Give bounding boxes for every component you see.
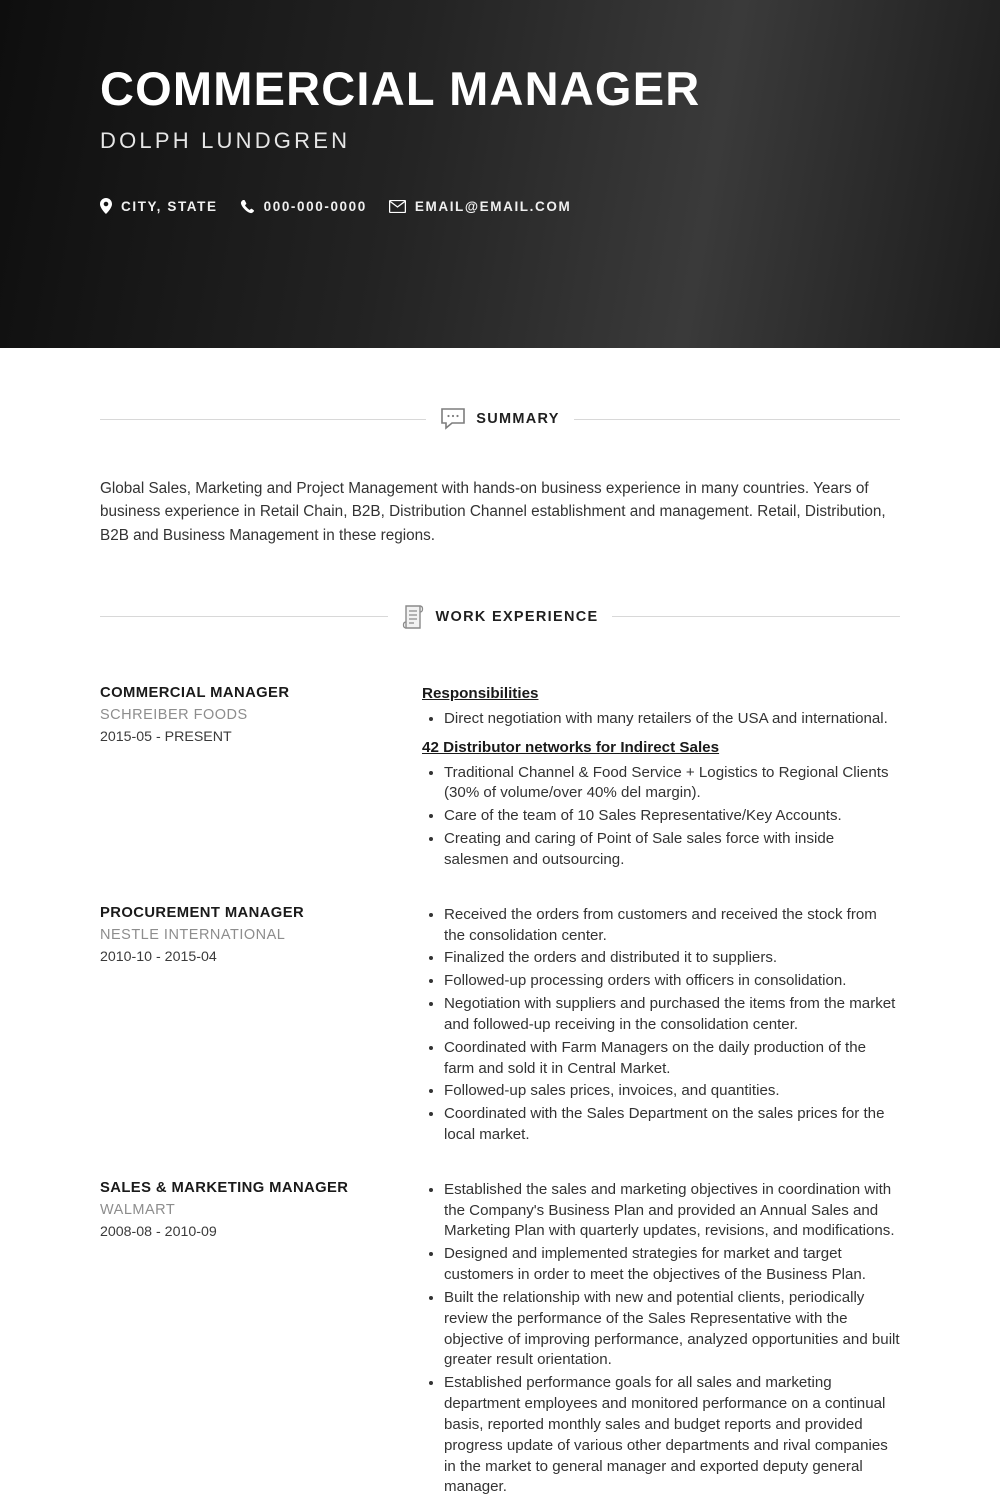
job-entry: [100, 905, 900, 1148]
divider-left: [100, 419, 426, 420]
contact-location: [100, 198, 218, 214]
job-bullet-list: [422, 763, 900, 871]
job-dates: 2008-08 - 2010-09: [100, 1223, 217, 1240]
list-item: • Negotiation with suppliers and purchased the items from the market and followed-up receiving in the consolidation center.: [444, 994, 900, 1036]
job-meta: [100, 1180, 422, 1240]
job-title: PROCUREMENT MANAGER: [100, 904, 305, 921]
list-item: • Traditional Channel & Food Service + Logistics to Regional Clients (30% of volume/over 40% del margin).: [444, 763, 900, 805]
summary-section-label: SUMMARY: [476, 411, 560, 427]
list-item: • Followed-up processing orders with officers in consolidation.: [444, 971, 900, 992]
resume-header: [0, 0, 1000, 348]
job-entry: [100, 1180, 900, 1500]
list-item: • Established the sales and marketing objectives in coordination with the Company's Business Plan and provided an Annual Sales and Marketing Plan with quarterly updates, revisions, and modifications.: [444, 1180, 900, 1242]
list-item: • Coordinated with Farm Managers on the daily production of the farm and sold it in Central Market.: [444, 1038, 900, 1080]
summary-section-header: [100, 408, 900, 430]
contact-row: [100, 198, 900, 214]
job-details: [422, 905, 900, 1148]
divider-left: [100, 616, 388, 617]
job-meta: [100, 685, 422, 745]
job-details: [422, 1180, 900, 1500]
job-bullet-list: [422, 709, 900, 730]
contact-phone-text: 000-000-0000: [263, 198, 367, 214]
envelope-icon: [389, 200, 406, 213]
phone-icon: [240, 199, 255, 214]
job-dates: 2015-05 - PRESENT: [100, 728, 232, 745]
divider-right: [612, 616, 900, 617]
work-section-header: [100, 604, 900, 630]
list-item: • Finalized the orders and distributed it to suppliers.: [444, 948, 900, 969]
work-section-label: WORK EXPERIENCE: [435, 608, 599, 625]
list-item: • Established performance goals for all sales and marketing department employees and monitored performance on a continual basis, reported monthly sales and budget reports and provided progress update of various other departments and rival companies in the market to general manager and exported deputy general manager.: [444, 1373, 900, 1498]
summary-section: [0, 408, 1000, 547]
speech-bubble-icon: [440, 408, 466, 430]
list-item: • Followed-up sales prices, invoices, and quantities.: [444, 1081, 900, 1102]
job-entry: [100, 685, 900, 873]
job-list: [100, 685, 900, 1500]
contact-phone: [240, 199, 367, 214]
job-meta: [100, 905, 422, 965]
job-details: [422, 685, 900, 873]
job-company: NESTLE INTERNATIONAL: [100, 926, 286, 943]
job-block-heading: Responsibilities: [422, 684, 539, 702]
list-item: • Coordinated with the Sales Department on the sales prices for the local market.: [444, 1104, 900, 1146]
list-item: • Received the orders from customers and received the stock from the consolidation center.: [444, 905, 900, 947]
list-item: • Direct negotiation with many retailers of the USA and international.: [444, 709, 900, 730]
job-company: WALMART: [100, 1201, 176, 1218]
list-item: • Creating and caring of Point of Sale sales force with inside salesmen and outsourcing.: [444, 829, 900, 871]
list-item: • Built the relationship with new and potential clients, periodically review the performance of the Sales Representative with the objective of improving performance, analyzed opportunities and built greater result orientation.: [444, 1288, 900, 1371]
job-title: SALES & MARKETING MANAGER: [100, 1179, 349, 1196]
job-bullet-list: [422, 1180, 900, 1498]
job-dates: 2010-10 - 2015-04: [100, 948, 217, 965]
document-scroll-icon: [402, 604, 426, 630]
list-item: • Care of the team of 10 Sales Representative/Key Accounts.: [444, 806, 900, 827]
page-title: COMMERCIAL MANAGER: [100, 62, 701, 115]
job-company: SCHREIBER FOODS: [100, 706, 248, 723]
contact-email: [389, 199, 571, 214]
person-name: DOLPH LUNDGREN: [100, 128, 351, 154]
summary-text: Global Sales, Marketing and Project Management with hands-on business experience in many countries. Years of business experience in Retail Chain, B2B, Distribution Channel establishment and management. Retail, Distribution, B2B and Business Management in these regions.: [100, 480, 886, 544]
location-pin-icon: [100, 198, 112, 214]
job-block-heading: 42 Distributor networks for Indirect Sales: [422, 738, 720, 756]
contact-email-text: EMAIL@EMAIL.COM: [414, 198, 572, 214]
contact-location-text: CITY, STATE: [121, 198, 218, 214]
work-experience-section: [0, 604, 1000, 1500]
divider-right: [574, 419, 900, 420]
list-item: • Designed and implemented strategies for market and target customers in order to meet the objectives of the Business Plan.: [444, 1244, 900, 1286]
job-bullet-list: [422, 905, 900, 1146]
job-title: COMMERCIAL MANAGER: [100, 684, 290, 701]
